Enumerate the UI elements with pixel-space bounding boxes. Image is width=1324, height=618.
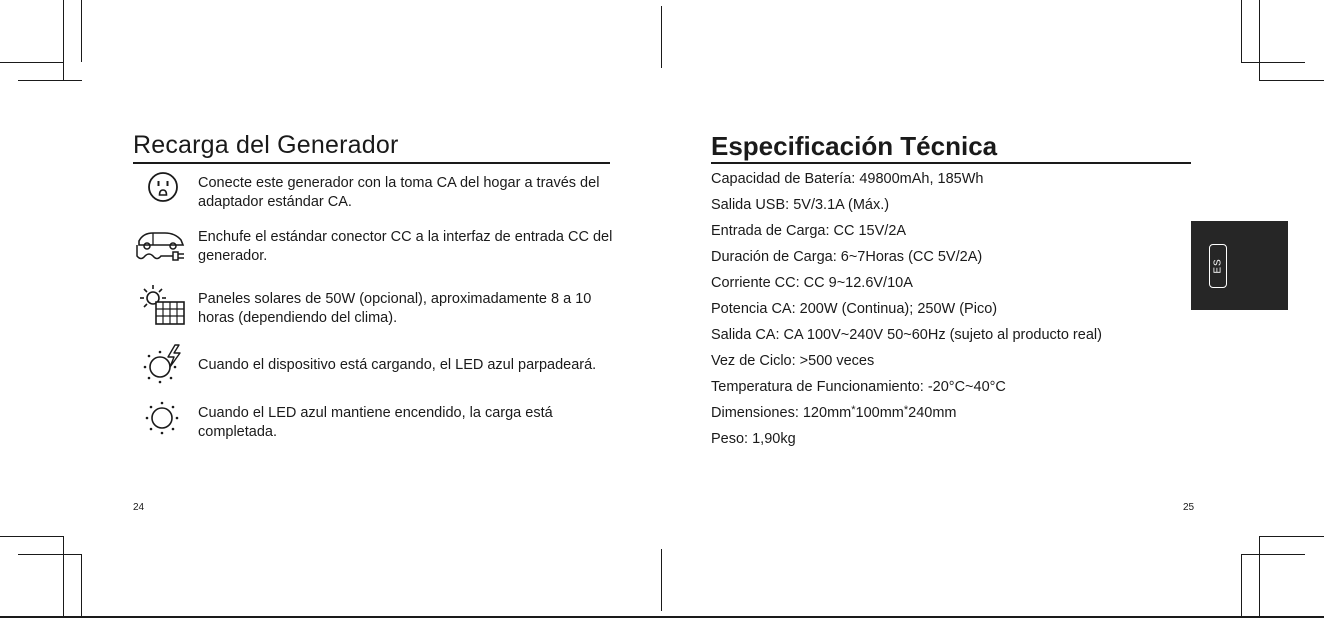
spec-line-charging-input: Entrada de Carga: CC 15V/2A xyxy=(711,223,907,239)
spec-line-charging-time: Duración de Carga: 6~7Horas (CC 5V/2A) xyxy=(711,249,983,265)
step-text: Conecte este generador con la toma CA del hogar a través del adaptador estándar CA. xyxy=(198,175,600,210)
step-text: Cuando el LED azul mantiene encendido, la carga está completada. xyxy=(198,405,553,440)
crop-mark xyxy=(63,0,64,80)
crop-mark xyxy=(81,554,82,618)
title-underline xyxy=(133,162,610,164)
charging-led-icon xyxy=(141,343,185,385)
step-text: Paneles solares de 50W (opcional), aproximadamente 8 a 10 horas (dependiendo del clima). xyxy=(198,291,592,326)
multiplication-star: * xyxy=(903,404,909,416)
car-charger-icon xyxy=(135,228,187,264)
language-code: ES xyxy=(1212,258,1224,274)
page-number-right: 25 xyxy=(1183,502,1195,513)
crop-mark xyxy=(1259,80,1324,81)
solar-panel-icon xyxy=(138,284,188,328)
crop-mark xyxy=(661,6,662,68)
crop-mark xyxy=(0,536,64,537)
led-on-icon xyxy=(144,398,180,438)
crop-mark xyxy=(81,0,82,62)
crop-mark xyxy=(1259,536,1324,537)
crop-mark xyxy=(1259,0,1260,80)
crop-mark xyxy=(0,62,64,63)
language-badge xyxy=(1209,244,1227,288)
title-underline xyxy=(711,162,1191,164)
spec-line-ac-power: Potencia CA: 200W (Continua); 250W (Pico) xyxy=(711,301,998,317)
dimensions-prefix: Dimensiones: 120mm xyxy=(711,405,852,421)
crop-mark xyxy=(1241,0,1242,62)
crop-mark xyxy=(1241,62,1305,63)
spec-line-dimensions xyxy=(711,404,957,422)
section-title-recharge: Recarga del Generador xyxy=(133,131,399,159)
crop-mark xyxy=(661,549,662,611)
page-number-left: 24 xyxy=(133,502,145,513)
spec-line-usb-output: Salida USB: 5V/3.1A (Máx.) xyxy=(711,197,890,213)
language-tab xyxy=(1191,221,1288,310)
multiplication-star: * xyxy=(851,404,856,416)
crop-mark xyxy=(1259,536,1260,618)
dimensions-end: 240mm xyxy=(908,405,957,421)
wall-outlet-icon xyxy=(146,170,180,204)
spec-line-dc-current: Corriente CC: CC 9~12.6V/10A xyxy=(711,275,913,291)
section-title-specifications: Especificación Técnica xyxy=(711,131,998,161)
spec-line-weight: Peso: 1,90kg xyxy=(711,431,796,447)
step-text: Enchufe el estándar conector CC a la interfaz de entrada CC del generador. xyxy=(198,229,613,264)
crop-mark xyxy=(1241,554,1305,555)
crop-mark xyxy=(18,554,82,555)
spec-line-operating-temperature: Temperatura de Funcionamiento: -20°C~40°C xyxy=(711,379,1006,395)
step-text: Cuando el dispositivo está cargando, el LED azul parpadeará. xyxy=(198,357,597,373)
crop-mark xyxy=(18,80,82,81)
spec-line-cycle-count: Vez de Ciclo: >500 veces xyxy=(711,353,875,369)
dimensions-middle: 100mm xyxy=(855,405,904,421)
crop-mark xyxy=(63,536,64,618)
spec-line-ac-output: Salida CA: CA 100V~240V 50~60Hz (sujeto al producto real) xyxy=(711,327,1102,343)
spec-line-battery: Capacidad de Batería: 49800mAh, 185Wh xyxy=(711,171,984,187)
crop-mark xyxy=(1241,554,1242,618)
